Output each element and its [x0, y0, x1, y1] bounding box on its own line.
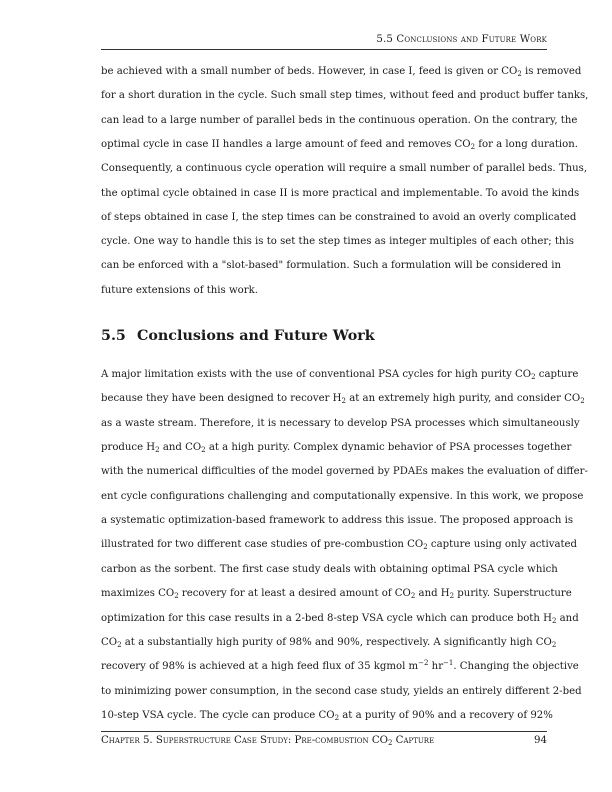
footer-rule	[101, 731, 547, 732]
text-line: as a waste stream. Therefore, it is necessary to develop PSA processes which simultaneously	[101, 417, 580, 429]
text-line: to minimizing power consumption, in the second case study, yields an entirely different 2-bed	[101, 685, 582, 697]
text-line: $CO_2$ at a substantially high purity of 98% and 90%, respectively. A significantly high $CO_2$	[101, 636, 557, 649]
section-heading	[101, 328, 375, 344]
section-title: Conclusions and Future Work	[137, 328, 375, 344]
text-line: future extensions of this work.	[101, 284, 258, 296]
text-line: because they have been designed to recover $H_2$ at an extremely high purity, and consider $CO_2$	[101, 393, 585, 406]
text-line: recovery of 98% is achieved at a high feed flux of 35 kgmol $m^{-2}$ $hr^{-1}$. Changing the objective	[101, 659, 579, 673]
text-line: the optimal cycle obtained in case II is more practical and implementable. To avoid the kinds	[101, 187, 580, 199]
text-line: maximizes $CO_2$ recovery for at least a desired amount of $CO_2$ and $H_2$ purity. Superstructure	[101, 588, 572, 601]
text-line: cycle. One way to handle this is to set the step times as integer multiples of each other; this	[101, 236, 574, 248]
text-line: can lead to a large number of parallel beds in the continuous operation. On the contrary, the	[101, 114, 578, 126]
footer	[101, 735, 547, 746]
text-line: optimal cycle in case II handles a large amount of feed and removes $CO_2$ for a long duration.	[101, 138, 578, 151]
text-line: of steps obtained in case I, the step times can be constrained to avoid an overly complicated	[101, 211, 577, 223]
header-rule	[101, 49, 547, 50]
text-line: ent cycle configurations challenging and computationally expensive. In this work, we propose	[101, 490, 584, 502]
text-line: with the numerical difficulties of the model governed by PDAEs makes the evaluation of differ-	[101, 466, 588, 478]
text-line: 10-step VSA cycle. The cycle can produce $CO_2$ at a purity of 90% and a recovery of 92%	[101, 709, 553, 722]
running-head: 5.5 Conclusions and Future Work	[376, 34, 547, 45]
text-line: Consequently, a continuous cycle operation will require a small number of parallel beds. Thus,	[101, 163, 588, 175]
text-line: optimization for this case results in a 2-bed 8-step VSA cycle which can produce both $H_2$ and	[101, 612, 579, 625]
text-line: a systematic optimization-based framework to address this issue. The proposed approach is	[101, 515, 574, 527]
text-line: carbon as the sorbent. The first case study deals with obtaining optimal PSA cycle which	[101, 563, 558, 575]
page-number: 94	[534, 735, 547, 746]
text-line: illustrated for two different case studies of pre-combustion $CO_2$ capture using only activated	[101, 539, 578, 552]
section-number: 5.5	[101, 328, 126, 344]
text-line: A major limitation exists with the use of conventional PSA cycles for high purity $CO_2$ capture	[101, 369, 579, 381]
footer-chapter-title: Chapter 5. Superstructure Case Study: Pre-combustion $CO_2$ Capture	[101, 735, 435, 747]
text-line: can be enforced with a "slot-based" formulation. Such a formulation will be considered in	[101, 260, 561, 272]
text-line: produce $H_2$ and $CO_2$ at a high purity. Complex dynamic behavior of PSA processes together	[101, 442, 572, 455]
text-line: be achieved with a small number of beds. However, in case I, feed is given or $CO_2$ is removed	[101, 66, 582, 78]
text-line: for a short duration in the cycle. Such small step times, without feed and product buffer tanks,	[101, 90, 589, 102]
